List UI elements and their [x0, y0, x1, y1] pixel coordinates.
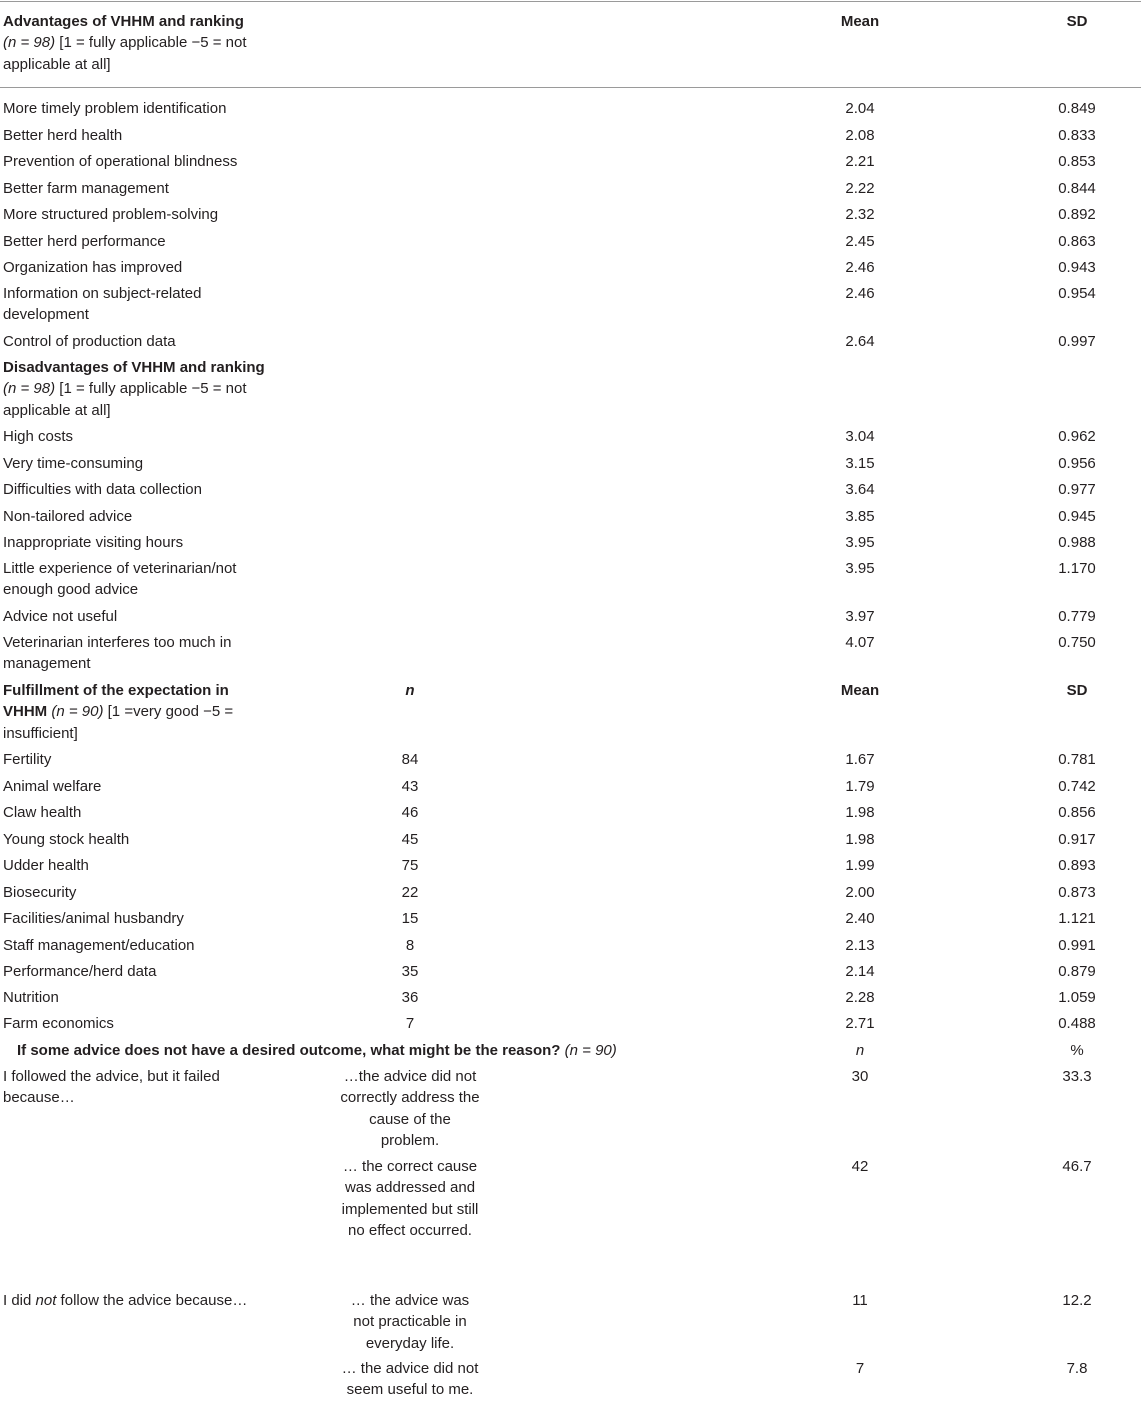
advantages-header — [3, 11, 265, 75]
row-mean: 2.64 — [845, 333, 875, 350]
row-label: Advice not useful — [3, 608, 118, 625]
row-sd: 0.833 — [1058, 126, 1096, 144]
row-sd: 1.121 — [1058, 910, 1096, 927]
row-sd: 0.917 — [1058, 830, 1096, 848]
reason-text: … the advice was not practicable in everyday life. — [350, 1292, 470, 1352]
row-n: 84 — [401, 751, 419, 768]
row-label: Better herd performance — [3, 232, 166, 250]
reasons-question-text: If some advice does not have a desired outcome, what might be the reason? — [17, 1042, 561, 1059]
row-sd: 0.997 — [1058, 333, 1096, 350]
row-mean: 2.46 — [845, 285, 875, 302]
row-label: Young stock health — [3, 830, 130, 848]
reasons-n-note: (n = 90) — [564, 1042, 617, 1059]
row-mean: 2.22 — [845, 179, 875, 197]
reasons-question — [17, 1040, 717, 1061]
row-n: 7 — [405, 1015, 415, 1032]
row-sd: 0.945 — [1058, 507, 1096, 525]
reason-n: 11 — [852, 1292, 868, 1309]
row-mean: 2.28 — [845, 989, 875, 1006]
row-sd: 0.962 — [1058, 428, 1096, 445]
row-mean: 1.98 — [845, 804, 875, 821]
row-n: 45 — [401, 830, 419, 848]
row-sd: 0.873 — [1058, 883, 1096, 901]
row-mean: 2.08 — [845, 126, 875, 144]
reason-n: 42 — [851, 1158, 869, 1175]
mean-column-header: Mean — [840, 682, 880, 699]
n-column-header: n — [405, 682, 415, 699]
header-rule — [0, 87, 1141, 88]
row-label: Biosecurity — [3, 883, 77, 901]
row-label: Difficulties with data collection — [3, 481, 202, 498]
row-n: 75 — [401, 857, 419, 874]
row-mean: 3.95 — [845, 560, 875, 577]
row-mean: 2.00 — [845, 883, 875, 901]
row-mean: 3.15 — [845, 454, 875, 472]
row-mean: 1.98 — [845, 830, 875, 848]
row-sd: 0.853 — [1058, 153, 1096, 170]
row-sd: 0.750 — [1058, 634, 1096, 651]
row-label: Nutrition — [3, 989, 59, 1006]
row-mean: 4.07 — [845, 634, 875, 651]
row-n: 35 — [401, 963, 419, 980]
row-mean: 1.79 — [845, 777, 875, 795]
row-label: Prevention of operational blindness — [3, 153, 238, 170]
disadvantages-scale: [1 = fully applicable −5 = not applicable at all] — [3, 380, 247, 419]
row-mean: 3.04 — [845, 428, 875, 445]
top-rule — [0, 1, 1141, 2]
row-sd: 0.742 — [1058, 777, 1096, 795]
row-sd: 0.954 — [1058, 285, 1096, 302]
sd-column-header: SD — [1066, 682, 1088, 699]
row-mean: 3.95 — [845, 534, 875, 551]
reason-percent: 7.8 — [1066, 1360, 1088, 1377]
reason-percent: 33.3 — [1062, 1068, 1092, 1085]
row-sd: 0.977 — [1058, 481, 1096, 498]
row-sd: 0.844 — [1058, 179, 1096, 197]
row-n: 22 — [401, 883, 419, 901]
row-label: High costs — [3, 428, 74, 445]
row-label: Organization has improved — [3, 259, 183, 276]
row-sd: 0.863 — [1058, 232, 1096, 250]
row-n: 43 — [401, 777, 419, 795]
row-mean: 1.67 — [845, 751, 875, 768]
reason-text: … the advice did not seem useful to me. — [341, 1360, 479, 1399]
row-label: Staff management/education — [3, 936, 195, 954]
row-label: Better farm management — [3, 179, 169, 197]
row-n: 15 — [401, 910, 419, 927]
row-sd: 0.779 — [1058, 608, 1096, 625]
reason-n: 7 — [855, 1360, 865, 1377]
row-label: Fertility — [3, 751, 52, 768]
row-label: Better herd health — [3, 126, 123, 144]
row-mean: 2.32 — [845, 206, 875, 223]
row-mean: 3.64 — [845, 481, 875, 498]
row-label: Udder health — [3, 857, 89, 874]
reason-n: 30 — [851, 1068, 869, 1085]
row-label: Very time-consuming — [3, 454, 144, 472]
disadvantages-title: Disadvantages of VHHM and ranking — [3, 359, 265, 376]
row-sd: 0.893 — [1058, 857, 1096, 874]
row-label: More timely problem identification — [3, 100, 227, 117]
row-n: 36 — [401, 989, 419, 1006]
advantages-n-note: (n = 98) — [3, 34, 56, 52]
row-sd: 0.956 — [1058, 454, 1096, 472]
row-sd: 0.879 — [1058, 963, 1096, 980]
fulfillment-header — [3, 680, 265, 744]
fulfillment-title: Fulfillment of the expectation in VHHM — [3, 682, 229, 721]
row-mean: 2.21 — [845, 153, 875, 170]
row-mean: 2.13 — [845, 936, 875, 954]
row-label: Farm economics — [3, 1015, 114, 1032]
reason-group-not-followed — [3, 1290, 265, 1311]
row-label: More structured problem-solving — [3, 206, 219, 223]
reason-group-emphasis: not — [35, 1292, 57, 1309]
reason-percent: 46.7 — [1062, 1158, 1092, 1175]
advantages-scale: [1 = fully applicable −5 = not applicable at all] — [3, 34, 247, 73]
advantages-title: Advantages of VHHM and ranking — [3, 13, 244, 30]
disadvantages-n-note: (n = 98) — [3, 380, 56, 398]
row-sd: 0.892 — [1058, 206, 1096, 223]
row-label: Facilities/animal husbandry — [3, 910, 184, 927]
row-label: Inappropriate visiting hours — [3, 534, 184, 551]
row-sd: 0.943 — [1058, 259, 1096, 276]
fulfillment-scale: [1 =very good −5 = insufficient] — [3, 703, 234, 742]
row-sd: 0.849 — [1058, 100, 1096, 117]
sd-column-header: SD — [1066, 13, 1088, 30]
row-mean: 2.04 — [845, 100, 875, 117]
reason-group-followed: I followed the advice, but it failed because… — [3, 1068, 220, 1107]
mean-column-header: Mean — [840, 13, 880, 30]
fulfillment-n-note: (n = 90) — [51, 703, 104, 721]
row-sd: 0.988 — [1058, 534, 1096, 551]
row-mean: 2.45 — [845, 232, 875, 250]
reason-group-post: follow the advice because… — [56, 1292, 248, 1309]
row-mean: 3.85 — [845, 507, 875, 525]
row-label: Control of production data — [3, 333, 176, 350]
row-label: Veterinarian interferes too much in management — [3, 634, 232, 673]
reason-text: … the correct cause was addressed and implemented but still no effect occurred. — [341, 1158, 479, 1239]
row-sd: 0.488 — [1058, 1015, 1096, 1032]
row-label: Little experience of veterinarian/not enough good advice — [3, 560, 237, 599]
percent-column-header: % — [1070, 1042, 1084, 1059]
row-sd: 0.781 — [1058, 751, 1096, 768]
row-sd: 0.856 — [1058, 804, 1096, 821]
reason-percent: 12.2 — [1062, 1292, 1092, 1309]
row-label: Information on subject-related development — [3, 285, 202, 324]
row-sd: 1.059 — [1058, 989, 1096, 1006]
row-label: Non-tailored advice — [3, 507, 133, 525]
reason-group-pre: I did — [3, 1292, 36, 1309]
row-sd: 1.170 — [1058, 560, 1096, 577]
row-label: Claw health — [3, 804, 82, 821]
reason-text: …the advice did not correctly address the cause of the problem. — [340, 1068, 480, 1149]
row-mean: 2.14 — [845, 963, 875, 980]
row-label: Animal welfare — [3, 777, 102, 795]
row-mean: 3.97 — [845, 608, 875, 625]
row-mean: 2.40 — [845, 910, 875, 927]
n-column-header: n — [855, 1042, 865, 1059]
row-mean: 2.71 — [845, 1015, 875, 1032]
row-n: 46 — [401, 804, 419, 821]
row-sd: 0.991 — [1058, 936, 1096, 954]
row-mean: 1.99 — [845, 857, 875, 874]
row-label: Performance/herd data — [3, 963, 157, 980]
disadvantages-header — [3, 357, 265, 421]
row-mean: 2.46 — [845, 259, 875, 276]
row-n: 8 — [405, 936, 415, 954]
